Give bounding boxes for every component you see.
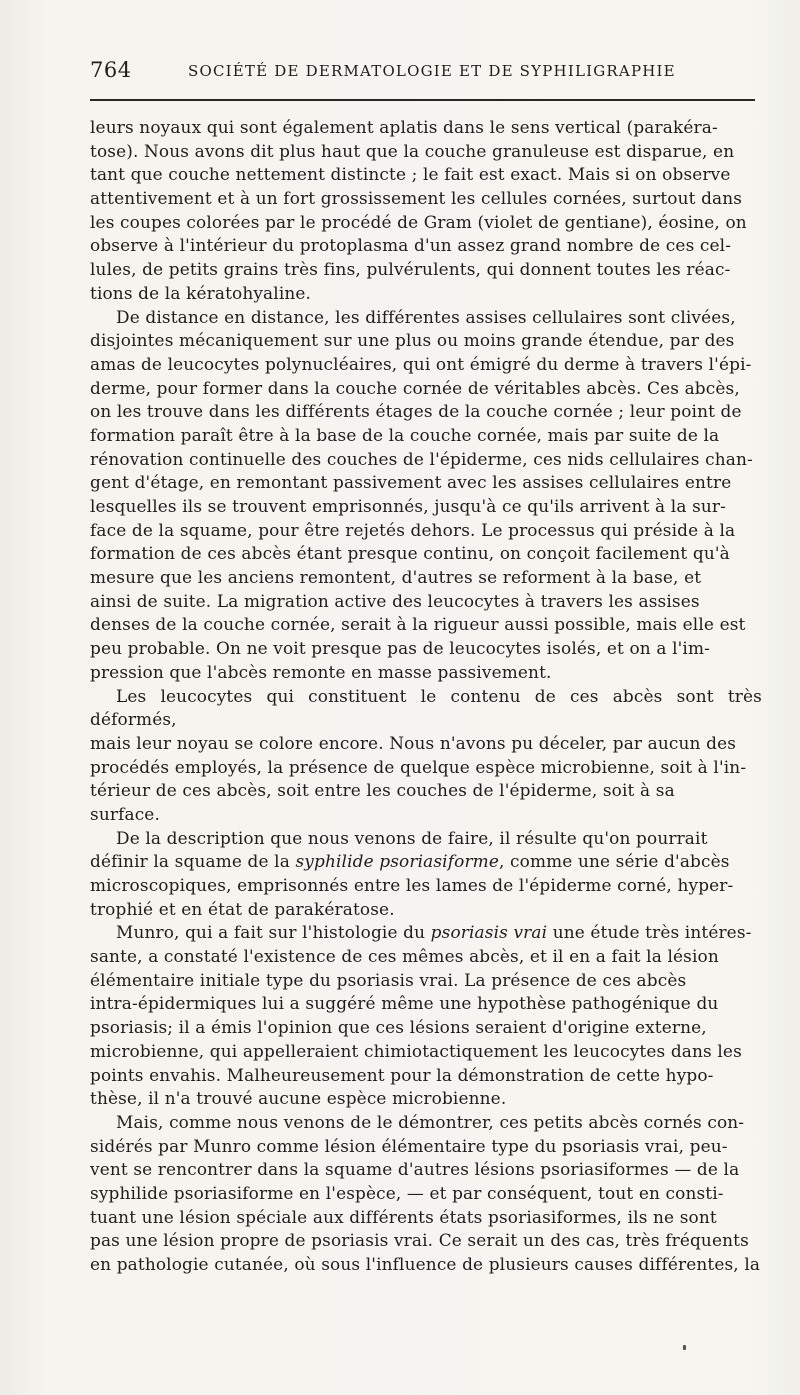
paragraph-1: leurs noyaux qui sont également aplatis dans le sens vertical (parakéra- tose). Nous avons dit plus haut que la couche granuleuse est disparue, en tant que couche nettement distincte ; le fait est exact. Mais si on observe attentivement et à un fort grossissement les cellules cornées, surtout dans les coupes colorées par le procédé de Gram (violet de gentiane), éosine, on observe à l'intérieur du protoplasma d'un assez grand nombre de ces cel- lules, de petits grains très fins, pulvérulents, qui donnent toutes les réac- tions de la kératohyaline.	[90, 117, 747, 303]
paragraph-5	[90, 921, 762, 1111]
paragraph-4	[90, 827, 762, 922]
paragraph-5-italic: psoriasis vrai	[430, 922, 548, 943]
body-text	[90, 116, 762, 1277]
paragraph-5-post: une étude très intéres- sante, a constaté l'existence de ces mêmes abcès, et il en a fait la lésion élémentaire initiale type du psoriasis vrai. La présence de ces abcès intra-épidermiques lui a suggéré même une hypothèse pathogénique du psoriasis; il a émis l'opinion que ces lésions seraient d'origine externe, microbienne, qui appelleraient chimiotactiquement les leucocytes dans les points envahis. Malheureusement pour la démonstration de cette hypo- thèse, il n'a trouvé aucune espèce microbienne.	[90, 922, 752, 1109]
header-rule	[90, 99, 755, 101]
paragraph-2: De distance en distance, les différentes assises cellulaires sont clivées, disjointes mécaniquement sur une plus ou moins grande étendue, par des amas de leucocytes polynucléaires, qui ont émigré du derme à travers l'épi- derme, pour former dans la couche cornée de véritables abcès. Ces abcès, on les trouve dans les différents étages de la couche cornée ; leur point de formation paraît être à la base de la couche cornée, mais par suite de la rénovation continuelle des couches de l'épiderme, ces nids cellulaires chan- gent d'étage, en remontant passivement avec les assises cellulaires entre lesquelles ils se trouvent emprisonnés, jusqu'à ce qu'ils arrivent à la sur- face de la squame, pour être rejetés dehors. Le processus qui préside à la formation de ces abcès étant presque continu, on conçoit facilement qu'à mesure que les anciens remontent, d'autres se reforment à la base, et ainsi de suite. La migration active des leucocytes à travers les assises denses de la couche cornée, serait à la rigueur aussi possible, mais elle est peu probable. On ne voit presque pas de leucocytes isolés, et on a l'im- pression que l'abcès remonte en masse passivement.	[90, 306, 753, 682]
paragraph-3: Les leucocytes qui constituent le contenu de ces abcès sont très déformés, mais leur noyau se colore encore. Nous n'avons pu déceler, par aucun des procédés employés, la présence de quelque espèce microbienne, soit à l'in- térieur de ces abcès, soit entre les couches de l'épiderme, soit à sa surface.	[90, 685, 762, 824]
paragraph-5-pre: Munro, qui a fait sur l'histologie du	[116, 922, 431, 943]
ink-speck	[683, 1345, 686, 1350]
paragraph-4-pre: De la description que nous venons de faire, il résulte qu'on pourrait définir la squame de la	[90, 827, 708, 872]
page-header	[90, 58, 755, 92]
paragraph-6: Mais, comme nous venons de le démontrer, ces petits abcès cornés con- sidérés par Munro comme lésion élémentaire type du psoriasis vrai, peu- vent se rencontrer dans la squame d'autres lésions psoriasiformes — de la syphilide psoriasiforme en l'espèce, — et par conséquent, tout en consti- tuant une lésion spéciale aux différents états psoriasiformes, ils ne sont pas une lésion propre de psoriasis vrai. Ce serait un des cas, très fréquents en pathologie cutanée, où sous l'influence de plusieurs causes différentes, la	[90, 1111, 761, 1274]
running-title: SOCIÉTÉ DE DERMATOLOGIE ET DE SYPHILIGRAPHIE	[188, 62, 676, 80]
paragraph-4-post: , comme une série d'abcès microscopiques, emprisonnés entre les lames de l'épiderme corné, hyper- trophié et en état de parakératose.	[90, 851, 734, 919]
page-number: 764	[90, 58, 132, 82]
paragraph-4-italic: syphilide psoriasiforme	[295, 851, 499, 872]
